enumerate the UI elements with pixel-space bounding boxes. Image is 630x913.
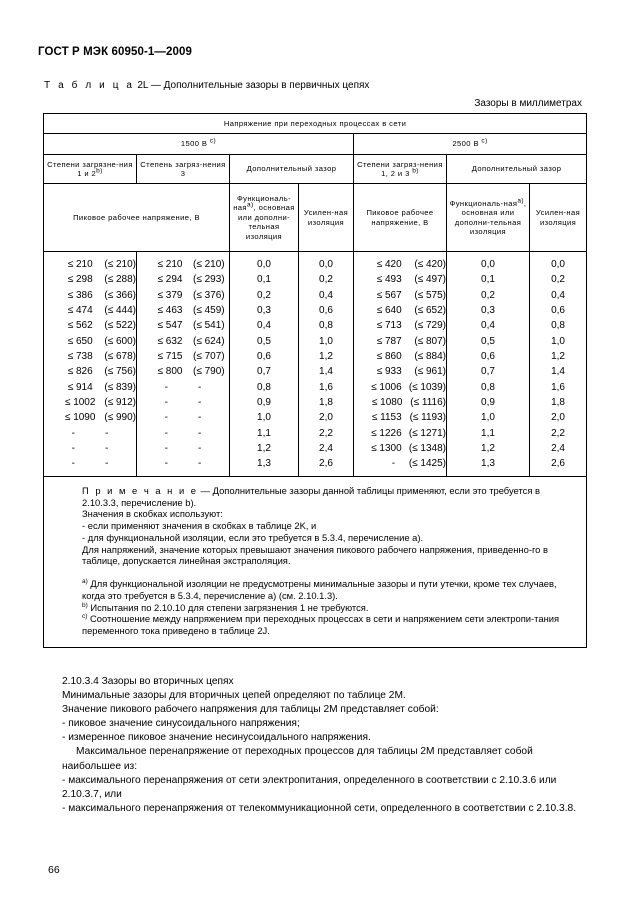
cell-v3-limit: ≤ 1153 [371, 412, 402, 424]
cell-v1 [44, 334, 136, 349]
table-caption [44, 80, 369, 91]
col-pollution-3-values [137, 252, 230, 477]
section-text [62, 675, 587, 816]
cell-functional-left: 1,3 [257, 458, 271, 470]
header-functional-right [447, 184, 530, 252]
header-1500v [44, 134, 354, 155]
cell-functional-left: 0,3 [257, 305, 271, 317]
cell-functional-left: 0,7 [257, 366, 271, 378]
cell-v1-bracket: (≤ 444) [104, 305, 136, 317]
cell-reinforced-right: 0,6 [551, 305, 565, 317]
cell-v2-limit: - [164, 427, 168, 439]
cell-v2-limit: ≤ 632 [157, 335, 183, 347]
cell-v1-bracket: (≤ 839) [104, 381, 136, 393]
cell-v1-bracket: (≤ 912) [104, 397, 136, 409]
footnote-a-mark: a) [82, 577, 88, 585]
cell-v1-bracket: - [105, 427, 109, 439]
header-functional-right-post: , основная или дополни-тельная изоляция [454, 198, 527, 236]
table-note [44, 476, 587, 647]
footnote-b-mark: b) [82, 601, 88, 609]
section-para-2: Минимальные зазоры для вторичных цепей определяют по таблице 2М. [62, 690, 406, 702]
cell-functional-right: 0,5 [481, 335, 495, 347]
cell-reinforced-right: 2,2 [551, 427, 565, 439]
cell-v2-limit: ≤ 547 [157, 320, 183, 332]
cell-v1-limit: - [71, 443, 75, 455]
table-caption-prefix: Т а б л и ц а [44, 80, 135, 91]
header-peak-voltage-left: Пиковое рабочее напряжение, В [44, 184, 230, 252]
cell-v3-bracket: (≤ 1193) [409, 412, 446, 424]
cell-v2 [137, 364, 229, 379]
document-header: ГОСТ Р МЭК 60950-1—2009 [38, 46, 192, 58]
cell-functional-left: 0,6 [257, 351, 271, 363]
col-reinforced-right-values [530, 252, 587, 477]
cell-v2 [137, 395, 229, 410]
cell-v2-bracket: - [198, 397, 202, 409]
cell-v1-limit: ≤ 474 [67, 305, 93, 317]
cell-v1-limit: ≤ 1090 [64, 412, 96, 424]
cell-v2-bracket: (≤ 707) [193, 351, 225, 363]
cell-reinforced-right: 2,0 [551, 412, 565, 424]
header-pollution-1-2-3-label: Степени загряз-нения 1, 2 и 3 [357, 159, 443, 178]
cell-v2 [137, 318, 229, 333]
col-functional-left-values [230, 252, 299, 477]
clearance-table [43, 113, 587, 648]
footnote-b [54, 602, 576, 614]
header-pollution-1-2-note: b) [96, 167, 103, 175]
section-heading: 2.10.3.4 Зазоры во вторичных цепях [62, 676, 234, 687]
cell-v2 [137, 272, 229, 287]
cell-v3-bracket: (≤ 652) [414, 305, 446, 317]
cell-v2 [137, 441, 229, 456]
cell-v3-bracket: (≤ 884) [414, 351, 446, 363]
cell-v3-bracket: (≤ 1116) [410, 397, 446, 409]
cell-v3-limit: ≤ 567 [376, 289, 402, 301]
cell-v2-bracket: (≤ 790) [193, 366, 225, 378]
cell-reinforced-right: 0,0 [551, 259, 565, 270]
cell-v1 [44, 272, 136, 287]
cell-v1 [44, 349, 136, 364]
cell-reinforced-left: 0,8 [319, 320, 333, 332]
header-pollution-1-2-3 [354, 155, 447, 184]
header-functional-right-pre: Функциональ-ная [449, 198, 518, 208]
cell-functional-left: 0,9 [257, 397, 271, 409]
footnote-c-mark: c) [82, 613, 88, 621]
cell-v1 [44, 380, 136, 395]
header-functional-left-pre: Функциональ-ная [233, 193, 292, 213]
cell-functional-left: 0,0 [257, 259, 271, 270]
cell-functional-left: 1,2 [257, 443, 271, 455]
header-additional-clearance-right: Дополнительный зазор [447, 155, 587, 184]
cell-reinforced-right: 1,0 [551, 335, 565, 347]
cell-v1-bracket: (≤ 990) [104, 412, 136, 424]
note-line-5: Для напряжений, значение которых превышают значения пикового рабочего напряжения, приведенно-го в таблице, допускается линейная экстраполяция. [82, 543, 548, 567]
cell-functional-left: 0,8 [257, 381, 271, 393]
cell-v2 [137, 288, 229, 303]
cell-v3-limit: ≤ 1226 [371, 427, 402, 439]
cell-reinforced-right: 0,8 [551, 320, 565, 332]
cell-v3-limit: ≤ 933 [376, 366, 402, 378]
cell-v1-bracket: - [105, 458, 109, 470]
cell-v1-bracket: (≤ 600) [104, 335, 136, 347]
cell-v1-bracket: (≤ 288) [104, 274, 136, 286]
cell-v1-limit: ≤ 1002 [64, 397, 96, 409]
cell-v3-limit: - [391, 458, 396, 470]
cell-v3-bracket: (≤ 1425) [408, 458, 446, 470]
cell-functional-left: 1,0 [257, 412, 271, 424]
cell-v1-bracket: - [105, 443, 109, 455]
col-reinforced-left-values [299, 252, 354, 477]
note-line-3: - если применяют значения в скобках в таблице 2K, и [82, 520, 317, 532]
cell-reinforced-right: 1,2 [551, 351, 565, 363]
cell-v2-bracket: - [198, 381, 202, 393]
cell-reinforced-right: 1,6 [551, 381, 565, 393]
section-para-7: - максимального перенапряжения от сети электропитания, определенного в соответствии с 2.10.3.6 или 2.10.3.7, или [62, 774, 557, 800]
note-line-2: Значения в скобках используют: [82, 508, 223, 520]
cell-v1 [44, 318, 136, 333]
cell-v2-limit: - [164, 443, 168, 455]
cell-v1-limit: ≤ 650 [67, 335, 93, 347]
cell-v1 [44, 426, 136, 441]
header-2500v [354, 134, 587, 155]
cell-v3 [354, 410, 446, 425]
cell-v3 [354, 349, 446, 364]
section-para-5: - измеренное пиковое значение несинусоидального напряжения. [62, 732, 371, 744]
cell-v3-bracket: (≤ 575) [414, 289, 446, 301]
cell-v1 [44, 441, 136, 456]
cell-v3 [354, 426, 446, 441]
cell-functional-left: 1,1 [257, 427, 271, 439]
cell-functional-right: 1,3 [481, 458, 495, 470]
cell-v1-limit: - [71, 427, 75, 439]
cell-v2-bracket: (≤ 624) [193, 335, 225, 347]
cell-v1 [44, 410, 136, 425]
cell-v3 [354, 395, 446, 410]
cell-functional-left: 0,5 [257, 335, 271, 347]
cell-v2-bracket: (≤ 541) [193, 320, 225, 332]
cell-v1-limit: - [71, 458, 75, 470]
section-para-3: Значение пикового рабочего напряжения для таблицы 2М представляет собой: [62, 704, 439, 716]
cell-functional-right: 0,1 [481, 274, 495, 286]
header-pollution-1-2-label: Степени загрязне-ния 1 и 2 [47, 159, 133, 178]
cell-functional-left: 0,1 [257, 274, 271, 286]
cell-v2-limit: ≤ 715 [157, 351, 183, 363]
cell-reinforced-left: 0,4 [319, 289, 333, 301]
cell-reinforced-right: 1,8 [551, 397, 565, 409]
cell-v2-bracket: - [198, 458, 202, 470]
units-label: Зазоры в миллиметрах [474, 98, 582, 109]
note-label: П р и м е ч а н и е [82, 484, 199, 496]
header-additional-clearance-left: Дополнительный зазор [230, 155, 354, 184]
cell-v1-bracket: (≤ 366) [104, 289, 136, 301]
header-reinforced-left: Усилен-ная изоляция [299, 184, 354, 252]
cell-v1 [44, 364, 136, 379]
cell-v2 [137, 303, 229, 318]
header-2500v-note: c) [481, 137, 488, 145]
cell-v2 [137, 380, 229, 395]
cell-functional-right: 0,4 [481, 320, 495, 332]
cell-v2-limit: ≤ 294 [157, 274, 183, 286]
cell-functional-right: 0,3 [481, 305, 495, 317]
cell-v3-bracket: (≤ 497) [414, 274, 446, 286]
cell-v2-limit: - [164, 458, 168, 470]
cell-v2-bracket: - [198, 443, 202, 455]
cell-v3-limit: ≤ 787 [376, 335, 402, 347]
cell-reinforced-left: 2,6 [319, 458, 333, 470]
note-line-4: - для функциональной изоляции, если это требуется в 5.3.4, перечисление a). [82, 531, 424, 543]
cell-v3-bracket: (≤ 1039) [408, 381, 446, 393]
cell-functional-right: 0,9 [481, 397, 495, 409]
header-1500v-note: c) [209, 137, 217, 145]
cell-reinforced-left: 0,0 [319, 259, 333, 270]
footnote-c [54, 613, 576, 637]
cell-v1 [44, 257, 136, 272]
cell-v2-bracket: (≤ 210) [193, 259, 225, 270]
cell-v2-bracket: - [198, 427, 202, 439]
cell-v3-limit: ≤ 1300 [371, 443, 402, 455]
cell-functional-right: 0,2 [481, 289, 495, 301]
cell-reinforced-left: 2,2 [319, 427, 333, 439]
cell-reinforced-left: 1,8 [319, 397, 333, 409]
cell-v3 [354, 303, 446, 318]
cell-v1-bracket: (≤ 522) [104, 320, 136, 332]
header-pollution-1-2-3-note: b) [412, 167, 419, 175]
col-pollution-1-2-values [44, 252, 137, 477]
cell-v3 [354, 441, 446, 456]
cell-v2-bracket: - [198, 412, 202, 424]
cell-v2-limit: ≤ 379 [157, 289, 183, 301]
header-functional-left-post: , основная или дополни-тельная изоляция [237, 203, 295, 241]
header-functional-left [230, 184, 299, 252]
cell-v3-bracket: (≤ 1271) [408, 427, 446, 439]
cell-reinforced-right: 0,2 [551, 274, 565, 286]
note-line-1 [54, 485, 576, 509]
cell-functional-right: 1,1 [481, 427, 495, 439]
cell-v2 [137, 426, 229, 441]
cell-v3-bracket: (≤ 420) [414, 259, 446, 270]
cell-v2-limit: - [164, 381, 168, 393]
header-pollution-1-2 [44, 155, 137, 184]
cell-reinforced-right: 1,4 [551, 366, 565, 378]
cell-reinforced-left: 1,2 [319, 351, 333, 363]
col-functional-right-values [447, 252, 530, 477]
cell-v1-limit: ≤ 826 [67, 366, 93, 378]
header-reinforced-right: Усилен-ная изоляция [530, 184, 587, 252]
cell-v3-limit: ≤ 860 [376, 351, 402, 363]
cell-v1-bracket: (≤ 210) [104, 259, 136, 270]
cell-v2-bracket: (≤ 376) [193, 289, 225, 301]
cell-v1 [44, 303, 136, 318]
cell-functional-right: 0,0 [481, 259, 495, 270]
page-number: 66 [48, 864, 60, 876]
cell-v3 [354, 456, 446, 471]
cell-v3 [354, 318, 446, 333]
cell-v1-limit: ≤ 914 [67, 381, 93, 393]
header-2500v-label: 2500 В [452, 139, 479, 149]
cell-v1 [44, 395, 136, 410]
cell-v3 [354, 334, 446, 349]
cell-functional-right: 0,6 [481, 351, 495, 363]
footnote-a [54, 578, 576, 602]
note-line-1-text: — Дополнительные зазоры данной таблицы применяют, если это требуется в 2.10.3.3, перечисление b). [82, 484, 540, 508]
cell-v2 [137, 257, 229, 272]
cell-reinforced-left: 0,6 [319, 305, 333, 317]
cell-v1-limit: ≤ 386 [67, 289, 93, 301]
cell-functional-right: 0,8 [481, 381, 495, 393]
cell-v1-limit: ≤ 738 [67, 351, 93, 363]
cell-v3-bracket: (≤ 1348) [408, 443, 446, 455]
section-para-8: - максимального перенапряжения от телекоммуникационной сети, определенного в соответствии с 2.10.3.8. [62, 802, 577, 814]
cell-v3-limit: ≤ 493 [376, 274, 402, 286]
cell-functional-right: 0,7 [481, 366, 495, 378]
cell-v1-limit: ≤ 210 [67, 259, 93, 270]
cell-reinforced-left: 1,4 [319, 366, 333, 378]
header-pollution-3: Степень загряз-нения 3 [137, 155, 230, 184]
cell-v3-limit: ≤ 420 [376, 259, 402, 270]
cell-v3-bracket: (≤ 807) [414, 335, 446, 347]
cell-v3-limit: ≤ 713 [376, 320, 402, 332]
cell-v2 [137, 349, 229, 364]
footnote-b-text: Испытания по 2.10.10 для степени загрязнения 1 не требуются. [87, 601, 369, 613]
cell-v1-bracket: (≤ 678) [104, 351, 136, 363]
header-functional-left-note: a) [246, 201, 254, 209]
footnote-c-text: Соотношение между напряжением при переходных процессах в сети и напряжением сети электропи-тания переменного тока приведено в таблице 2J. [82, 613, 560, 637]
cell-v3-bracket: (≤ 961) [414, 366, 446, 378]
cell-v2 [137, 410, 229, 425]
cell-reinforced-left: 1,6 [319, 381, 333, 393]
cell-v3 [354, 380, 446, 395]
header-peak-voltage-right: Пиковое рабочее напряжение, В [354, 184, 447, 252]
cell-reinforced-right: 2,6 [551, 458, 565, 470]
cell-reinforced-left: 1,0 [319, 335, 333, 347]
cell-reinforced-left: 0,2 [319, 274, 333, 286]
header-1500v-label: 1500 В [180, 139, 208, 149]
cell-functional-left: 0,4 [257, 320, 271, 332]
cell-functional-left: 0,2 [257, 289, 271, 301]
cell-v1 [44, 288, 136, 303]
cell-v2-limit: ≤ 800 [157, 366, 183, 378]
cell-v2-bracket: (≤ 459) [193, 305, 225, 317]
cell-reinforced-left: 2,4 [319, 443, 333, 455]
cell-v3 [354, 257, 446, 272]
cell-v3-limit: ≤ 1080 [371, 397, 403, 409]
header-transient-voltage: Напряжение при переходных процессах в сети [44, 114, 587, 134]
footnote-a-text: Для функциональной изоляции не предусмотрены минимальные зазоры и пути утечки, кроме тех случаев, когда это требуется в 5.3.4, перечисление a) (см. 2.10.1.3). [82, 578, 557, 601]
cell-reinforced-right: 0,4 [551, 289, 565, 301]
cell-reinforced-left: 2,0 [319, 412, 333, 424]
cell-v1-bracket: (≤ 756) [104, 366, 136, 378]
cell-v3-limit: ≤ 1006 [371, 381, 402, 393]
cell-v2-limit: - [164, 397, 168, 409]
cell-v1-limit: ≤ 298 [67, 274, 93, 286]
section-para-6: Максимальное перенапряжение от переходных процессов для таблицы 2М представляет собой наибольшее из: [62, 746, 533, 772]
cell-v2-limit: ≤ 210 [157, 259, 183, 270]
cell-v1-limit: ≤ 562 [67, 320, 93, 332]
cell-v2 [137, 334, 229, 349]
cell-v3 [354, 272, 446, 287]
cell-v3-bracket: (≤ 729) [414, 320, 446, 332]
cell-functional-right: 1,0 [481, 412, 495, 424]
header-functional-right-note: a) [517, 197, 524, 204]
cell-v3 [354, 364, 446, 379]
cell-v1 [44, 456, 136, 471]
cell-v2-limit: ≤ 463 [157, 305, 183, 317]
cell-v3 [354, 288, 446, 303]
cell-reinforced-right: 2,4 [551, 443, 565, 455]
cell-v2-bracket: (≤ 293) [193, 274, 225, 286]
cell-v2-limit: - [164, 412, 168, 424]
section-para-4: - пиковое значение синусоидального напряжения; [62, 718, 300, 730]
table-caption-text: 2L — Дополнительные зазоры в первичных цепях [134, 80, 370, 91]
cell-v2 [137, 456, 229, 471]
col-pollution-1-2-3-values [354, 252, 447, 477]
cell-functional-right: 1,2 [481, 443, 495, 455]
cell-v3-limit: ≤ 640 [376, 305, 402, 317]
